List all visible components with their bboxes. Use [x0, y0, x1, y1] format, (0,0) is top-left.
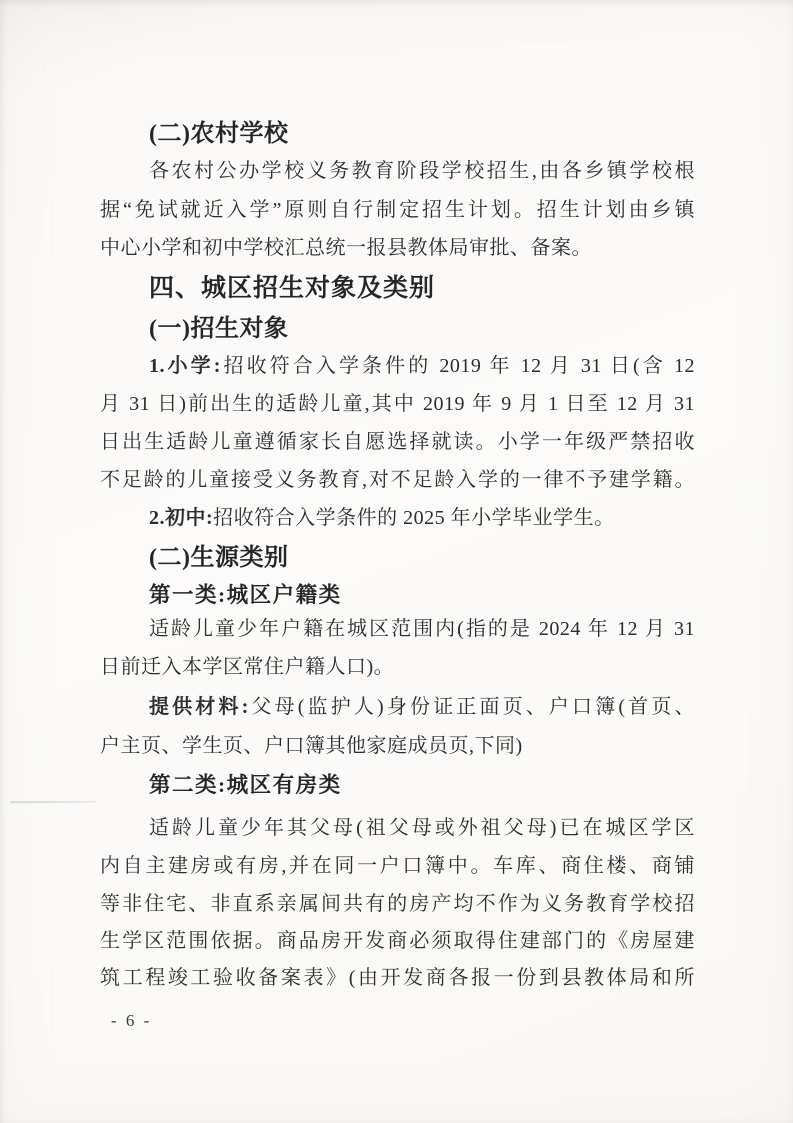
doc-line-20 — [100, 851, 695, 881]
bold-text-run: 第一类:城区户籍类 — [149, 583, 342, 607]
text-run: 生学区范围依据。商品房开发商必须取得住建部门的《房屋建 — [100, 930, 695, 952]
doc-line-9 — [100, 427, 695, 457]
text-run: 据“免试就近入学”原则自行制定招生计划。招生计划由乡镇 — [100, 199, 695, 221]
scan-artifact-line — [10, 801, 97, 804]
text-run: 适龄儿童少年其父母(祖父母或外祖父母)已在城区学区 — [149, 817, 695, 839]
bold-text-run: 2.初中: — [149, 507, 214, 529]
doc-line-5 — [149, 272, 695, 304]
doc-line-23 — [100, 963, 695, 993]
text-run: 不足龄的儿童接受义务教育,对不足龄入学的一律不予建学籍。 — [100, 469, 695, 491]
bold-text-run: (二)农村学校 — [149, 121, 289, 147]
text-run: 招收符合入学条件的 2019 年 12 月 31 日(含 12 — [220, 355, 695, 377]
text-run: 等非住宅、非直系亲属间共有的房产均不作为义务教育学校招 — [100, 893, 695, 915]
doc-line-19 — [149, 813, 695, 843]
doc-line-8 — [100, 389, 695, 419]
text-run: 筑工程竣工验收备案表》(由开发商各报一份到县教体局和所 — [100, 967, 695, 989]
bold-text-run: (一)招生对象 — [149, 316, 289, 342]
page-number: - 6 - — [111, 1011, 152, 1030]
doc-line-2 — [149, 156, 695, 186]
bold-text-run: 1.小学: — [149, 355, 221, 377]
doc-line-6 — [149, 313, 695, 345]
text-run: 日出生适龄儿童遵循家长自愿选择就读。小学一年级严禁招收 — [100, 431, 695, 453]
doc-line-21 — [100, 889, 695, 919]
doc-line-7 — [149, 351, 695, 381]
text-run: 日前迁入本学区常住户籍人口)。 — [100, 656, 395, 678]
doc-line-13 — [149, 580, 695, 611]
bold-text-run: 提供材料: — [149, 696, 249, 718]
doc-line-11 — [149, 503, 695, 533]
text-run: 内自主建房或有房,并在同一户口簿中。车库、商住楼、商铺 — [100, 855, 695, 877]
text-run: 户主页、学生页、户口簿其他家庭成员页,下同) — [100, 735, 523, 757]
text-run: 中心小学和初中学校汇总统一报县教体局审批、备案。 — [100, 237, 592, 259]
text-run: 招收符合入学条件的 2025 年小学毕业学生。 — [213, 507, 615, 529]
doc-line-12 — [149, 542, 695, 574]
doc-line-4 — [100, 233, 695, 263]
doc-line-10 — [100, 465, 695, 495]
doc-line-18 — [149, 770, 695, 801]
text-run: 各农村公办学校义务教育阶段学校招生,由各乡镇学校根 — [149, 160, 695, 182]
bold-text-run: 第二类:城区有房类 — [149, 773, 342, 797]
doc-line-22 — [100, 926, 695, 956]
doc-line-3 — [100, 195, 695, 225]
bold-text-run: (二)生源类别 — [149, 545, 289, 571]
text-run: 父母(监护人)身份证正面页、户口簿(首页、 — [248, 696, 695, 718]
doc-line-1 — [149, 118, 695, 150]
doc-line-14 — [149, 614, 695, 644]
bold-text-run: 四、城区招生对象及类别 — [149, 274, 436, 302]
doc-line-17 — [100, 731, 695, 761]
doc-line-15 — [100, 652, 695, 682]
doc-line-16 — [149, 692, 695, 722]
text-run: 月 31 日)前出生的适龄儿童,其中 2019 年 9 月 1 日至 12 月 31 — [100, 393, 695, 415]
text-run: 适龄儿童少年户籍在城区范围内(指的是 2024 年 12 月 31 — [149, 618, 695, 640]
